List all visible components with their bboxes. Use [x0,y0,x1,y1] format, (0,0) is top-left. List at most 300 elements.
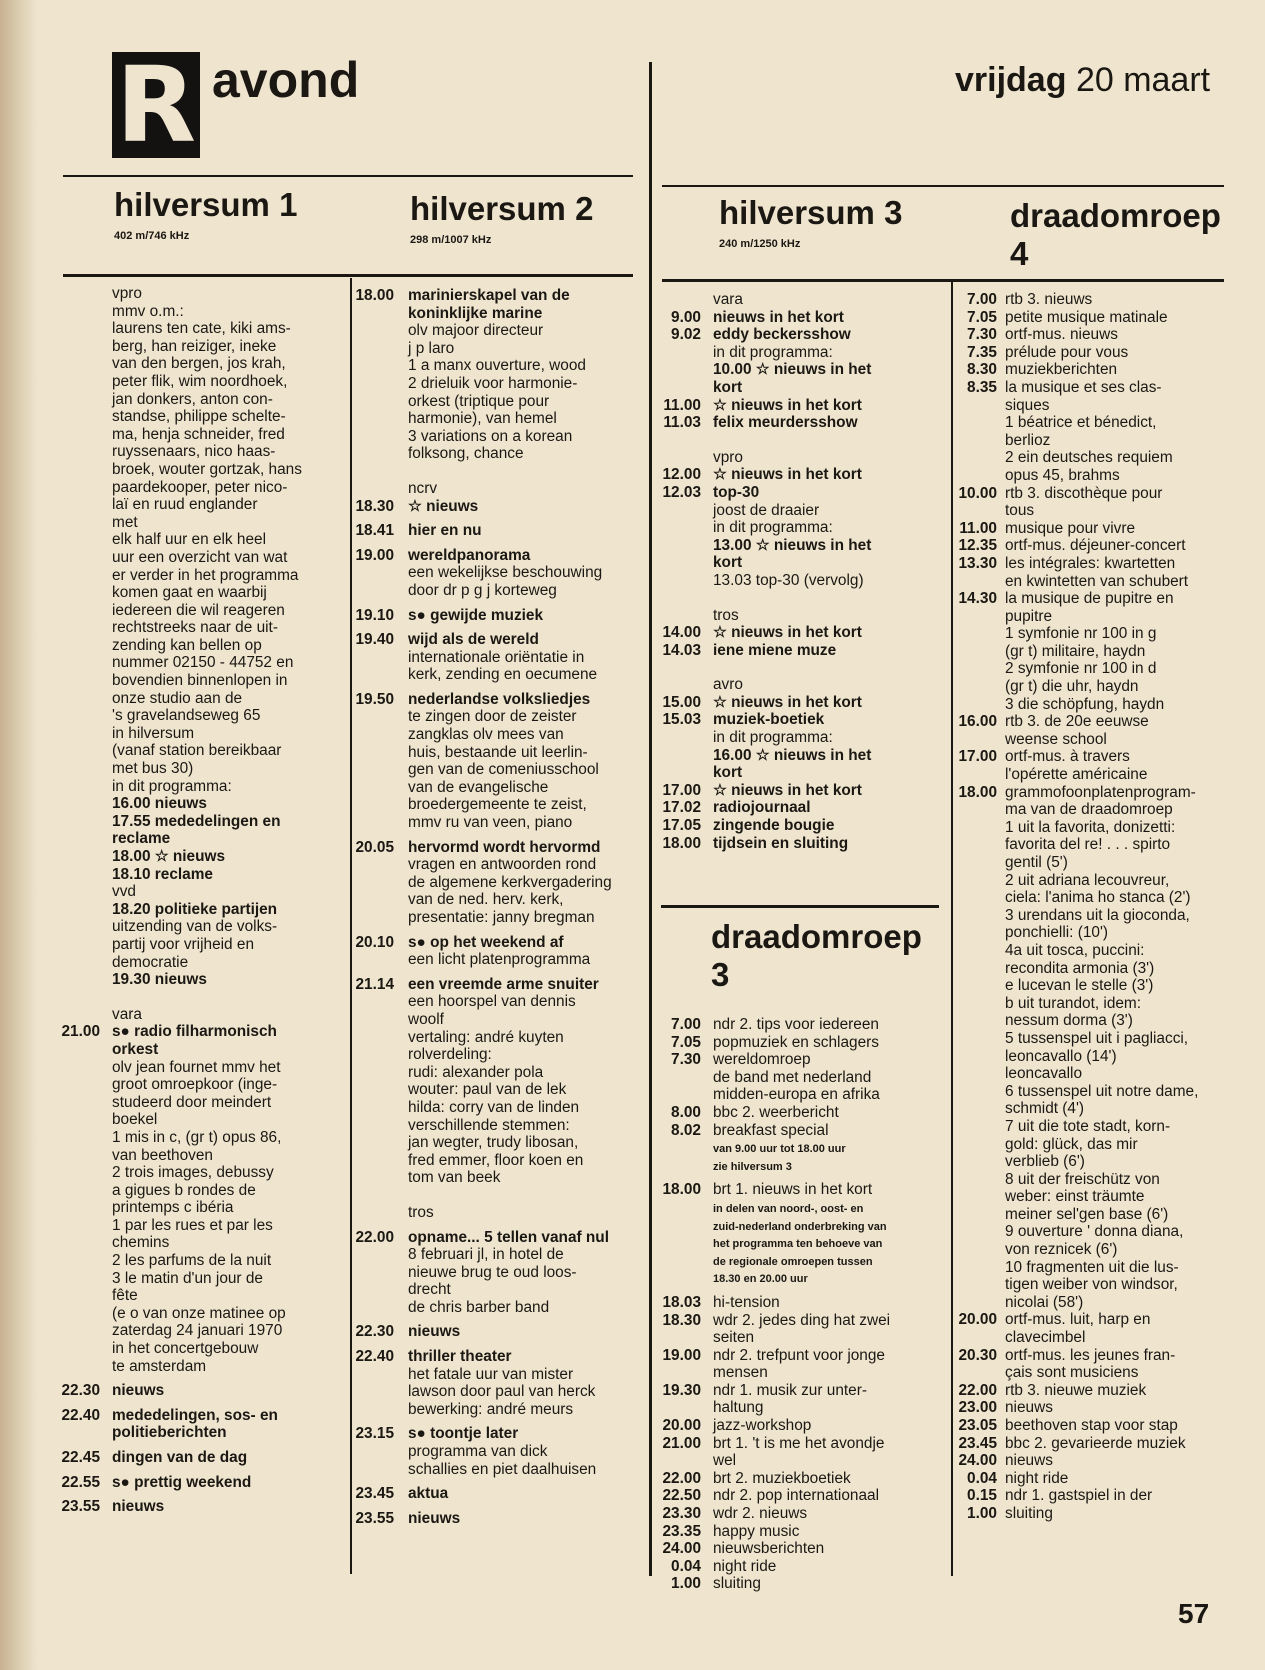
schedule-line [52,866,348,884]
schedule-line [953,449,1243,467]
schedule-time: 23.35 [662,1522,701,1540]
schedule-text: tous [1005,502,1035,520]
schedule-line [655,1312,947,1330]
schedule-time: 18.00 [958,783,997,801]
schedule-line [953,520,1243,538]
schedule-text: brt 2. muziekboetiek [713,1469,851,1487]
page-number: 57 [1178,1598,1210,1629]
schedule-line [352,839,644,857]
schedule-text: 2 uit adriana lecouvreur, [1005,871,1170,889]
schedule-text: aktua [408,1485,449,1503]
station-rule-left [63,274,633,277]
schedule-time: 23.00 [958,1399,997,1417]
schedule-line [52,1382,348,1400]
schedule-text: wereldpanorama [408,546,531,564]
schedule-time: 23.55 [61,1498,100,1516]
schedule-text: 2 ein deutsches requiem [1005,449,1173,467]
schedule-line [655,1139,947,1157]
schedule-line [953,942,1243,960]
schedule-text: orkest (triptique pour [408,392,550,410]
schedule-text: rtb 3. de 20e eeuwse [1005,713,1149,731]
schedule-text: te zingen door de zeister [408,708,577,726]
schedule-time: 7.30 [671,1051,701,1069]
schedule-text: zending kan bellen op [112,636,262,654]
schedule-text: 18.10 reclame [112,865,213,883]
schedule-text: ndr 2. pop internationaal [713,1487,879,1505]
schedule-text: musique pour vivre [1005,519,1136,537]
schedule-line [52,1076,348,1094]
schedule-text: chemins [112,1234,170,1252]
schedule-text: nieuws in het kort [713,308,844,326]
schedule-text: brt 1. nieuws in het kort [713,1181,873,1199]
spacer [352,600,644,607]
schedule-text: rolverdeling: [408,1046,492,1064]
schedule-text: een licht platenprogramma [408,951,591,969]
schedule-text: 2 drieluik voor harmonie- [408,374,578,392]
schedule-line [655,1558,947,1576]
schedule-time: 18.30 [662,1311,701,1329]
schedule-text: night ride [1005,1469,1069,1487]
schedule-text: tigen weiber von windsor, [1005,1276,1178,1294]
schedule-text: ☆ nieuws in het kort [713,781,862,799]
schedule-line [655,397,947,415]
schedule-text: zaterdag 24 januari 1970 [112,1322,283,1340]
schedule-line [352,357,644,375]
schedule-time: 24.00 [662,1540,701,1558]
schedule-text: 17.55 mededelingen en [112,812,281,830]
schedule-line [52,954,348,972]
schedule-line [655,1294,947,1312]
schedule-time: 11.03 [663,414,701,432]
schedule-line [953,713,1243,731]
schedule-time: 22.00 [662,1469,701,1487]
schedule-text: radiojournaal [713,799,811,817]
schedule-line [655,572,947,590]
schedule-text: 13.03 top-30 (vervolg) [713,571,864,589]
schedule-text: laurens ten cate, kiki ams- [112,320,291,338]
schedule-time: 22.30 [61,1382,100,1400]
schedule-time: 12.03 [662,483,701,501]
schedule-line [52,918,348,936]
schedule-line [352,1425,644,1443]
schedule-text: 19.30 nieuws [112,971,207,989]
schedule-line [52,848,348,866]
schedule-line [655,1470,947,1488]
schedule-text: wel [713,1452,737,1470]
schedule-line [953,889,1243,907]
schedule-line [953,643,1243,661]
schedule-line [953,414,1243,432]
schedule-line [52,1449,348,1467]
schedule-text: lawson door paul van herck [408,1383,596,1401]
hilversum-2-schedule [352,287,644,1527]
draadomroep-4-name: draadomroep [1010,197,1221,234]
schedule-line [655,502,947,520]
schedule-line [953,1382,1243,1400]
schedule-time: 0.04 [671,1557,701,1575]
schedule-text: nieuwe brug te oud loos- [408,1263,577,1281]
schedule-line [655,1452,947,1470]
spacer [352,1418,644,1425]
schedule-time: 20.00 [662,1417,701,1435]
schedule-text: weber: einst träumte [1005,1188,1145,1206]
schedule-text: een vreemde arme snuiter [408,975,599,993]
schedule-text: ndr 2. trefpunt voor jonge [713,1346,885,1364]
schedule-text: nieuws [112,1382,165,1400]
schedule-text: opus 45, brahms [1005,466,1120,484]
schedule-time: 8.00 [671,1103,701,1121]
schedule-line [655,1399,947,1417]
schedule-line [352,480,644,498]
schedule-line [352,498,644,516]
schedule-line [52,707,348,725]
schedule-line [655,817,947,835]
schedule-time: 9.00 [671,308,701,326]
schedule-line [52,567,348,585]
schedule-line [52,1182,348,1200]
schedule-text: çais sont musiciens [1005,1364,1139,1382]
schedule-line [655,414,947,432]
schedule-line [655,1217,947,1235]
spacer [352,540,644,547]
schedule-time: 9.02 [671,326,701,344]
schedule-line [953,766,1243,784]
schedule-time: 19.00 [355,546,394,564]
schedule-text: gen van de comeniusschool [408,761,599,779]
schedule-text: kort [713,764,743,782]
schedule-line [655,484,947,502]
schedule-text: 1 par les rues et par les [112,1216,273,1234]
schedule-line [52,461,348,479]
schedule-line [953,1065,1243,1083]
schedule-line [953,1030,1243,1048]
schedule-line [655,835,947,853]
schedule-line [953,309,1243,327]
schedule-line [655,676,947,694]
schedule-line [953,1136,1243,1154]
schedule-line [953,344,1243,362]
schedule-text: 1 mis in c, (gr t) opus 86, [112,1128,282,1146]
schedule-text: ortf-mus. nieuws [1005,326,1118,344]
schedule-text: s● gewijde muziek [408,606,544,624]
schedule-text: 18.00 ☆ nieuws [112,848,226,865]
schedule-line [953,467,1243,485]
schedule-text: in dit programma: [713,343,833,361]
schedule-time: 17.02 [662,799,701,817]
schedule-text: wereldomroep [713,1051,811,1069]
schedule-line [352,1366,644,1384]
schedule-line [953,1505,1243,1523]
schedule-text: door dr p g j korteweg [408,581,557,599]
schedule-line [953,1364,1243,1382]
schedule-text: haltung [713,1399,764,1417]
page-edge-shadow [0,0,38,1670]
spacer [655,590,947,607]
schedule-line [953,924,1243,942]
schedule-line [655,466,947,484]
schedule-text: tros [713,606,739,624]
schedule-text: 5 tussenspel uit i pagliacci, [1005,1029,1189,1047]
schedule-text: ☆ nieuws in het kort [713,693,862,711]
schedule-time: 1.00 [671,1575,701,1593]
schedule-line [655,799,947,817]
schedule-line [953,1171,1243,1189]
schedule-text: la musique et ses clas- [1005,378,1162,396]
schedule-text: sluiting [1005,1504,1053,1522]
schedule-line [352,1029,644,1047]
schedule-time: 14.30 [958,590,997,608]
schedule-text: marinierskapel van de [408,287,570,304]
schedule-line [655,1269,947,1287]
schedule-text: een wekelijkse beschouwing [408,564,603,582]
schedule-line [953,1417,1243,1435]
schedule-text: breakfast special [713,1121,829,1139]
schedule-text: rudi: alexander pola [408,1063,544,1081]
schedule-line [655,1086,947,1104]
schedule-text: in dit programma: [112,777,232,795]
schedule-text: orkest [112,1040,159,1058]
schedule-line [352,1401,644,1419]
schedule-line [52,690,348,708]
schedule-time: 19.00 [662,1346,701,1364]
schedule-text: ortf-mus. à travers [1005,748,1130,766]
schedule-text: 1 a manx ouverture, wood [408,357,586,375]
spacer [52,1491,348,1498]
schedule-line [352,1081,644,1099]
schedule-line [52,654,348,672]
day-label: vrijdag [955,61,1067,99]
schedule-line [352,1461,644,1479]
draadomroep-3-schedule [655,1016,947,1593]
schedule-line [352,582,644,600]
schedule-text: 2 les parfums de la nuit [112,1252,272,1270]
schedule-line [953,977,1243,995]
header-rule-right [662,185,1224,187]
schedule-text: 3 die schöpfung, haydn [1005,695,1165,713]
schedule-time: 7.05 [967,308,997,326]
schedule-text: 3 le matin d'un jour de [112,1269,263,1287]
schedule-line [352,649,644,667]
schedule-text: a gigues b rondes de [112,1181,256,1199]
schedule-time: 23.55 [355,1509,394,1527]
schedule-line [953,1347,1243,1365]
station-draadomroep-3 [711,918,922,994]
schedule-line [52,373,348,391]
schedule-text: vara [112,1005,142,1023]
schedule-line [52,391,348,409]
schedule-line [953,537,1243,555]
schedule-line [655,1382,947,1400]
schedule-line [352,1510,644,1528]
schedule-text: 4a uit tosca, puccini: [1005,941,1145,959]
schedule-line [655,1487,947,1505]
schedule-text: 2 trois images, debussy [112,1164,274,1182]
schedule-time: 22.40 [355,1348,394,1366]
schedule-line [52,584,348,602]
schedule-text: opname... 5 tellen vanaf nul [408,1228,609,1246]
freq-hilversum-3: 240 m/1250 kHz [719,238,801,250]
schedule-text: 6 tussenspel uit notre dame, [1005,1082,1199,1100]
spacer [655,1174,947,1181]
schedule-text: berg, han reiziger, ineke [112,337,277,355]
schedule-line [352,1204,644,1222]
spacer [352,1316,644,1323]
draadomroep-3-number: 3 [711,956,730,993]
schedule-line [352,375,644,393]
schedule-text: het fatale uur van mister [408,1365,574,1383]
schedule-text: 1 symfonie nr 100 in g [1005,625,1157,643]
spacer [352,927,644,934]
schedule-text: democratie [112,953,189,971]
schedule-text: bovendien binnenlopen in [112,672,288,690]
schedule-text: woolf [408,1010,444,1028]
schedule-time: 18.00 [662,1181,701,1199]
schedule-text: meiner sel'gen base (6') [1005,1205,1169,1223]
schedule-line [52,637,348,655]
schedule-text: night ride [713,1557,777,1575]
schedule-time: 14.00 [662,624,701,642]
schedule-text: in dit programma: [713,519,833,537]
schedule-line [52,602,348,620]
schedule-line [953,1241,1243,1259]
schedule-text: ciela: l'anima ho stanca (2') [1005,889,1191,907]
schedule-text: in hilversum [112,724,195,742]
schedule-text: petite musique matinale [1005,308,1168,326]
schedule-line [953,1223,1243,1241]
schedule-text: hier en nu [408,522,482,540]
schedule-line [352,909,644,927]
schedule-time: 19.10 [355,606,394,624]
schedule-text: brt 1. 't is me het avondje [713,1434,885,1452]
schedule-text: siques [1005,396,1050,414]
schedule-line [352,1348,644,1366]
center-divider [649,62,652,1576]
page-date [955,60,1210,100]
spacer [352,1187,644,1204]
schedule-time: 24.00 [958,1452,997,1470]
schedule-line [352,522,644,540]
schedule-text: b uit turandot, idem: [1005,994,1142,1012]
schedule-time: 22.00 [355,1228,394,1246]
schedule-text: s● toontje later [408,1425,519,1443]
schedule-line [52,1358,348,1376]
schedule-text: wdr 2. jedes ding hat zwei [713,1311,891,1329]
schedule-text: vara [713,291,743,308]
schedule-text: 1 béatrice et bénedict, [1005,414,1157,432]
schedule-text: 18.20 politieke partijen [112,900,278,918]
draadomroep-3-name: draadomroep [711,918,922,955]
schedule-text: nieuwsberichten [713,1540,825,1558]
schedule-line [352,1134,644,1152]
schedule-text: iedereen die wil reageren [112,601,285,619]
schedule-time: 21.00 [662,1434,701,1452]
schedule-time: 1.00 [967,1504,997,1522]
hilversum-1-schedule [52,285,348,1516]
schedule-text: midden-europa en afrika [713,1086,880,1104]
station-draadomroep-4 [1010,197,1221,273]
schedule-text: nederlandse volksliedjes [408,690,591,708]
schedule-text: van 9.00 uur tot 18.00 uur [713,1143,846,1156]
schedule-time: 18.41 [355,522,394,540]
schedule-line [352,796,644,814]
schedule-text: 's gravelandseweg 65 [112,707,261,725]
schedule-text: favorita del re! . . . spirto [1005,836,1171,854]
schedule-line [352,1152,644,1170]
schedule-text: mededelingen, sos- en [112,1406,278,1424]
spacer [655,432,947,449]
schedule-line [953,1048,1243,1066]
schedule-text: ruyssenaars, nico haas- [112,443,276,461]
schedule-line [52,1424,348,1442]
schedule-line [352,393,644,411]
spacer [352,969,644,976]
date-label: 20 maart [1075,61,1211,99]
schedule-text: reclame [112,830,171,848]
schedule-text: weense school [1005,730,1107,748]
freq-hilversum-1: 402 m/746 kHz [114,230,190,242]
spacer [655,659,947,676]
schedule-line [52,531,348,549]
schedule-line [953,872,1243,890]
schedule-text: de algemene kerkvergadering [408,873,612,891]
schedule-text: berlioz [1005,431,1051,449]
schedule-text: 3 urendans uit la gioconda, [1005,906,1190,924]
schedule-line [52,672,348,690]
schedule-time: 22.45 [61,1449,100,1466]
schedule-text: 8 uit der freischütz von [1005,1170,1160,1188]
schedule-line [655,1364,947,1382]
schedule-line [655,1435,947,1453]
schedule-text: ndr 2. tips voor iedereen [713,1016,879,1033]
schedule-text: met bus 30) [112,760,194,778]
schedule-text: van de ned. herv. kerk, [408,891,564,909]
schedule-time: 8.35 [967,378,997,396]
schedule-line [52,1474,348,1492]
spacer [52,1467,348,1474]
schedule-text: 1 uit la favorita, donizetti: [1005,818,1176,836]
schedule-line [352,779,644,797]
schedule-text: ☆ nieuws in het kort [713,396,862,414]
schedule-text: broek, wouter gortzak, hans [112,460,302,478]
schedule-text: nieuws [112,1498,165,1516]
schedule-line [52,1270,348,1288]
schedule-text: van beethoven [112,1146,213,1164]
schedule-text: (gr t) die uhr, haydn [1005,678,1139,696]
schedule-line [52,1305,348,1323]
schedule-time: 23.45 [958,1434,997,1452]
schedule-time: 22.00 [958,1381,997,1399]
schedule-line [953,907,1243,925]
schedule-line [352,305,644,323]
schedule-line [655,1234,947,1252]
schedule-text: in delen van noord-, oost- en [713,1202,864,1215]
schedule-text: rtb 3. nieuwe muziek [1005,1381,1147,1399]
schedule-time: 8.30 [967,361,997,379]
schedule-text: nieuws [1005,1452,1053,1470]
schedule-line [953,608,1243,626]
schedule-line [352,891,644,909]
schedule-line [655,1329,947,1347]
schedule-line [953,1259,1243,1277]
schedule-line [655,1181,947,1199]
schedule-text: 9 ouverture ' donna diana, [1005,1223,1184,1241]
schedule-time: 8.02 [671,1121,701,1139]
schedule-line [52,1111,348,1129]
schedule-line [655,1199,947,1217]
schedule-text: von reznicek (6') [1005,1241,1118,1259]
schedule-text: iene miene muze [713,641,837,659]
schedule-line [352,708,644,726]
